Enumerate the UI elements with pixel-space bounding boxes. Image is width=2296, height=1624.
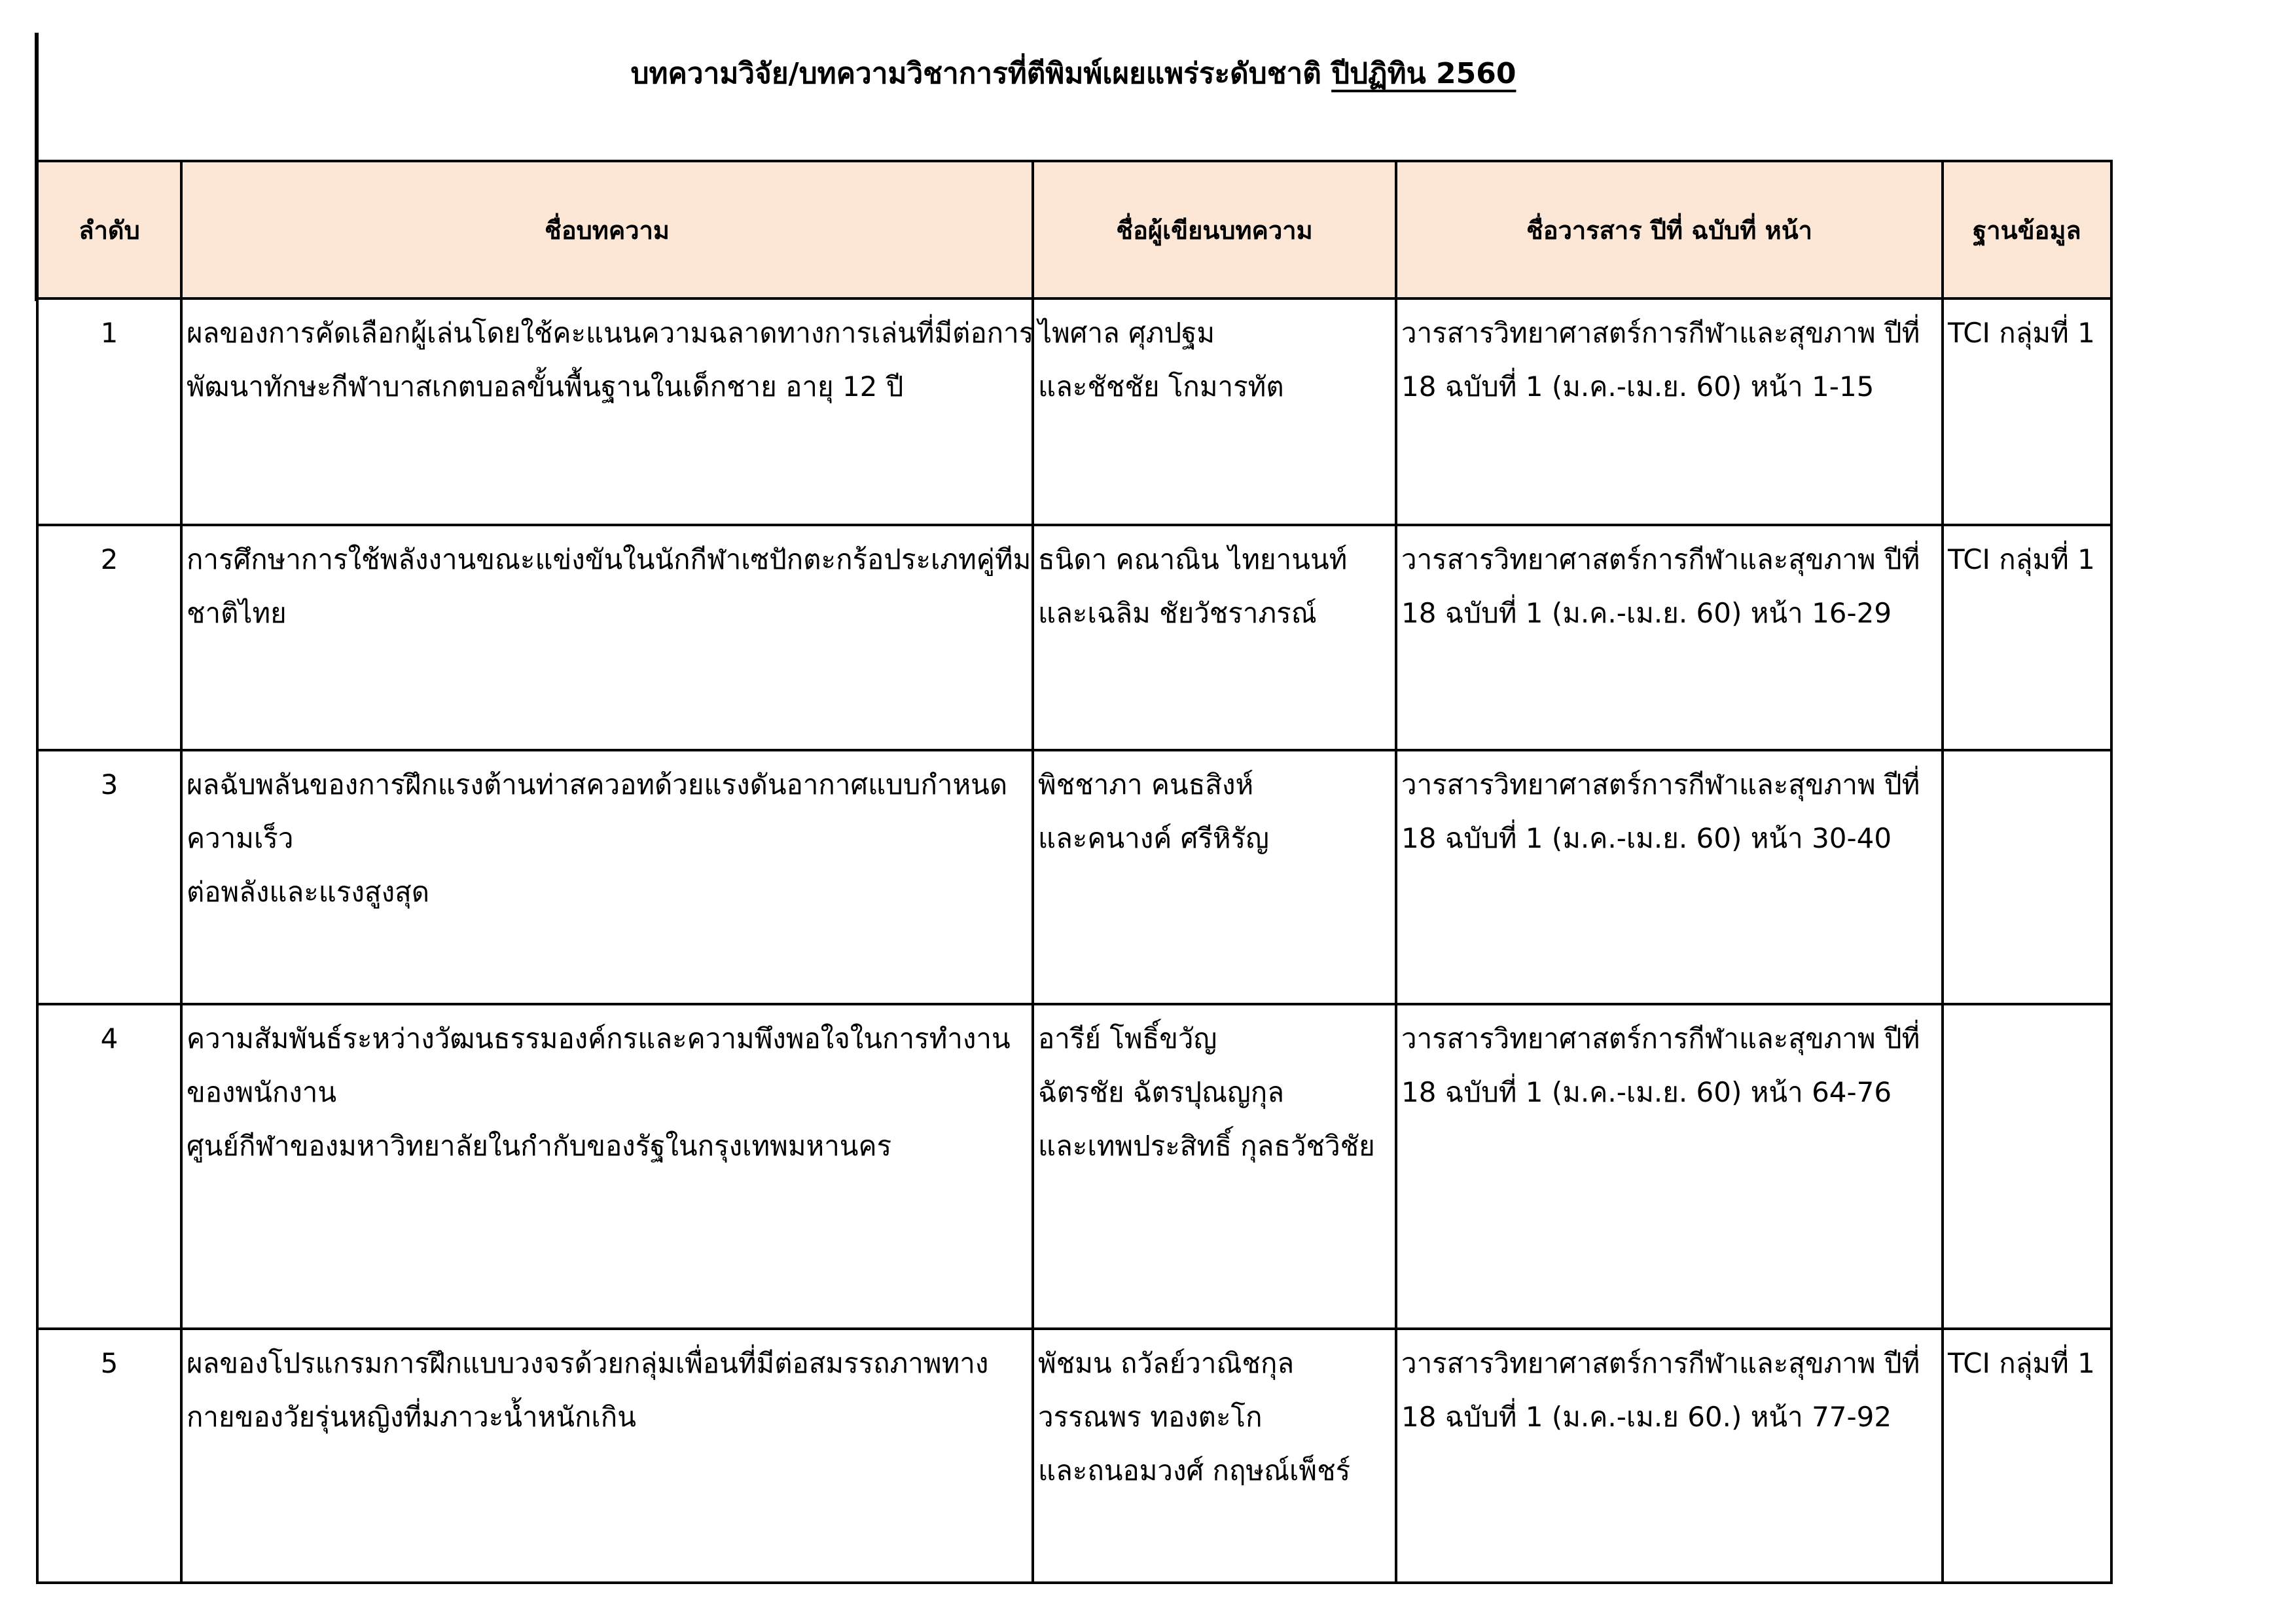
database-value: TCI กลุ่มที่ 1 (1948, 543, 2095, 575)
journal-line: 18 ฉบับที่ 1 (ม.ค.-เม.ย. 60) หน้า 16-29 (1401, 597, 1892, 629)
authors-cell (1033, 750, 1396, 1004)
header-authors: ชื่อผู้เขียนบทความ (1033, 161, 1396, 298)
author-line: ฉัตรชัย ฉัตรปุณญกุล (1038, 1076, 1284, 1108)
article-title-cell (181, 1329, 1033, 1583)
journal-cell (1396, 525, 1943, 750)
journal-cell (1396, 1329, 1943, 1583)
page-title (0, 51, 2147, 97)
title-year: ปีปฏิทิน 2560 (1331, 57, 1516, 90)
journal-line: 18 ฉบับที่ 1 (ม.ค.-เม.ย. 60) หน้า 30-40 (1401, 822, 1892, 854)
row-index: 1 (37, 298, 181, 525)
article-title-line: ความสัมพันธ์ระหว่างวัฒนธรรมองค์กรและความพึงพอใจในการทำงาน (187, 1022, 1011, 1055)
row-index: 3 (37, 750, 181, 1004)
database-cell (1943, 525, 2111, 750)
publications-table (36, 160, 2113, 1584)
database-value: TCI กลุ่มที่ 1 (1948, 317, 2095, 349)
table-row (37, 1004, 2111, 1329)
article-title-line: ผลฉับพลันของการฝึกแรงต้านท่าสควอทด้วยแรงดันอากาศแบบกำหนด (187, 768, 1008, 801)
journal-line: วารสารวิทยาศาสตร์การกีฬาและสุขภาพ ปีที่ (1401, 317, 1920, 349)
journal-line: วารสารวิทยาศาสตร์การกีฬาและสุขภาพ ปีที่ (1401, 543, 1920, 575)
article-title-line: ชาติไทย (187, 597, 287, 629)
author-line: และเฉลิม ชัยวัชราภรณ์ (1038, 597, 1317, 629)
article-title-line: ผลของโปรแกรมการฝึกแบบวงจรด้วยกลุ่มเพื่อนที่มีต่อสมรรถภาพทาง (187, 1347, 989, 1379)
table-row (37, 1329, 2111, 1583)
database-cell (1943, 750, 2111, 1004)
database-cell (1943, 298, 2111, 525)
author-line: และเทพประสิทธิ์ กุลธวัชวิชัย (1038, 1130, 1375, 1162)
author-line: และชัชชัย โกมารทัต (1038, 370, 1284, 403)
journal-cell (1396, 298, 1943, 525)
journal-cell (1396, 1004, 1943, 1329)
title-main: บทความวิจัย/บทความวิชาการที่ตีพิมพ์เผยแพร่ระดับชาติ (630, 57, 1321, 90)
article-title-cell (181, 298, 1033, 525)
journal-line: 18 ฉบับที่ 1 (ม.ค.-เม.ย. 60) หน้า 1-15 (1401, 370, 1874, 403)
article-title-cell (181, 750, 1033, 1004)
header-database: ฐานข้อมูล (1943, 161, 2111, 298)
author-line: และคนางค์ ศรีหิรัญ (1038, 822, 1269, 854)
journal-line: วารสารวิทยาศาสตร์การกีฬาและสุขภาพ ปีที่ (1401, 1347, 1920, 1379)
article-title-cell (181, 1004, 1033, 1329)
database-cell (1943, 1329, 2111, 1583)
authors-cell (1033, 1329, 1396, 1583)
journal-cell (1396, 750, 1943, 1004)
table-row (37, 298, 2111, 525)
database-value: TCI กลุ่มที่ 1 (1948, 1347, 2095, 1379)
authors-cell (1033, 298, 1396, 525)
article-title-cell (181, 525, 1033, 750)
authors-cell (1033, 525, 1396, 750)
journal-line: 18 ฉบับที่ 1 (ม.ค.-เม.ย 60.) หน้า 77-92 (1401, 1401, 1892, 1433)
author-line: อารีย์ โพธิ์ขวัญ (1038, 1022, 1217, 1055)
author-line: พัชมน ถวัลย์วาณิชกุล (1038, 1347, 1295, 1379)
author-line: และถนอมวงศ์ กฤษณ์เพ็ชร์ (1038, 1454, 1351, 1487)
article-title-line: พัฒนาทักษะกีฬาบาสเกตบอลขั้นพื้นฐานในเด็กชาย อายุ 12 ปี (187, 370, 904, 403)
article-title-line: ต่อพลังและแรงสูงสุด (187, 876, 429, 908)
table-row (37, 525, 2111, 750)
article-title-line: ความเร็ว (187, 822, 294, 854)
header-article-title: ชื่อบทความ (181, 161, 1033, 298)
authors-cell (1033, 1004, 1396, 1329)
article-title-line: การศึกษาการใช้พลังงานขณะแข่งขันในนักกีฬาเซปักตะกร้อประเภทคู่ทีม (187, 543, 1031, 575)
article-title-line: ผลของการคัดเลือกผู้เล่นโดยใช้คะแนนความฉลาดทางการเล่นที่มีต่อการ (187, 317, 1034, 349)
author-line: วรรณพร ทองตะโก (1038, 1401, 1263, 1433)
journal-line: วารสารวิทยาศาสตร์การกีฬาและสุขภาพ ปีที่ (1401, 768, 1920, 801)
article-title-line: ศูนย์กีฬาของมหาวิทยาลัยในกำกับของรัฐในกรุงเทพมหานคร (187, 1130, 892, 1162)
header-journal: ชื่อวารสาร ปีที่ ฉบับที่ หน้า (1396, 161, 1943, 298)
row-index: 5 (37, 1329, 181, 1583)
journal-line: 18 ฉบับที่ 1 (ม.ค.-เม.ย. 60) หน้า 64-76 (1401, 1076, 1892, 1108)
header-index: ลำดับ (37, 161, 181, 298)
journal-line: วารสารวิทยาศาสตร์การกีฬาและสุขภาพ ปีที่ (1401, 1022, 1920, 1055)
author-line: ธนิดา คณาณิน ไทยานนท์ (1038, 543, 1348, 575)
article-title-line: ของพนักงาน (187, 1076, 337, 1108)
author-line: ไพศาล ศุภปฐม (1038, 317, 1215, 349)
article-title-line: กายของวัยรุ่นหญิงที่มภาวะน้ำหนักเกิน (187, 1401, 636, 1433)
header-row (37, 161, 2111, 298)
database-cell (1943, 1004, 2111, 1329)
row-index: 2 (37, 525, 181, 750)
table-row (37, 750, 2111, 1004)
row-index: 4 (37, 1004, 181, 1329)
author-line: พิชชาภา คนธสิงห์ (1038, 768, 1254, 801)
